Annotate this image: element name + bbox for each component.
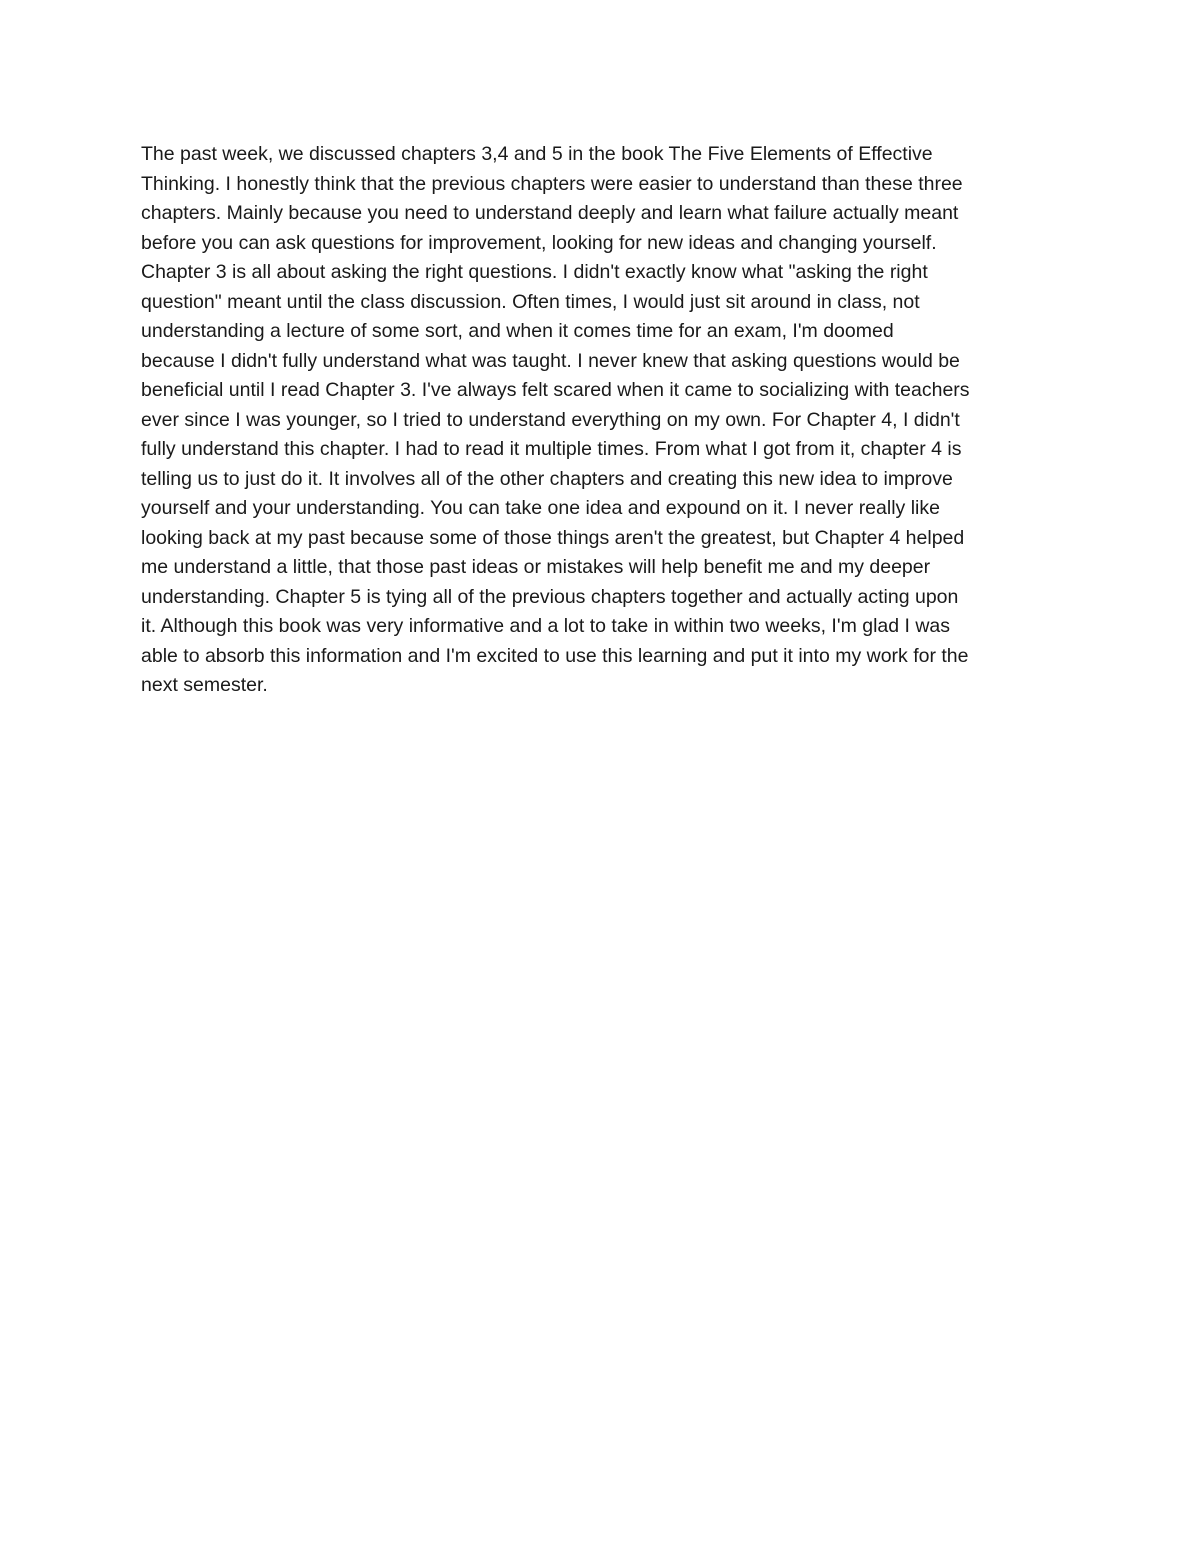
paragraph-line: telling us to just do it. It involves all of the other chapters and creating this new idea to improve — [141, 467, 953, 490]
paragraph-line: before you can ask questions for improvement, looking for new ideas and changing yourself. — [141, 231, 937, 254]
paragraph-line: it. Although this book was very informative and a lot to take in within two weeks, I'm glad I was — [141, 615, 951, 637]
paragraph-line: Chapter 3 is all about asking the right questions. I didn't exactly know what "asking the right — [141, 261, 928, 283]
paragraph-line: yourself and your understanding. You can take one idea and expound on it. I never really like — [141, 497, 940, 519]
paragraph-line: looking back at my past because some of those things aren't the greatest, but Chapter 4 helped — [141, 526, 965, 549]
paragraph-line: able to absorb this information and I'm excited to use this learning and put it into my work for the — [141, 644, 969, 667]
paragraph-line: understanding a lecture of some sort, and when it comes time for an exam, I'm doomed — [141, 320, 894, 342]
paragraph-line: because I didn't fully understand what was taught. I never knew that asking questions would be — [141, 349, 960, 372]
paragraph-line: question" meant until the class discussion. Often times, I would just sit around in class, not — [141, 290, 920, 313]
body-paragraph — [141, 140, 1071, 701]
paragraph-line: ever since I was younger, so I tried to understand everything on my own. For Chapter 4, I didn't — [141, 408, 960, 431]
paragraph-line: next semester. — [141, 674, 268, 696]
paragraph-line: chapters. Mainly because you need to understand deeply and learn what failure actually meant — [141, 202, 959, 224]
paragraph-line: The past week, we discussed chapters 3,4 and 5 in the book The Five Elements of Effective — [141, 143, 933, 165]
paragraph-line: me understand a little, that those past ideas or mistakes will help benefit me and my deeper — [141, 556, 931, 578]
paragraph-line: Thinking. I honestly think that the previous chapters were easier to understand than these three — [141, 172, 963, 195]
paragraph-line: fully understand this chapter. I had to read it multiple times. From what I got from it, chapter 4 is — [141, 438, 962, 460]
paragraph-line: beneficial until I read Chapter 3. I've always felt scared when it came to socializing with teachers — [141, 379, 970, 401]
paragraph-line: understanding. Chapter 5 is tying all of the previous chapters together and actually acting upon — [141, 585, 959, 608]
